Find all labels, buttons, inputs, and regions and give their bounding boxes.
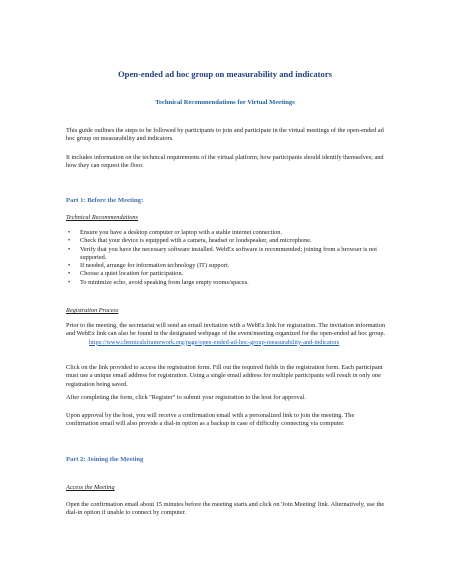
technical-recommendations-list (66, 229, 388, 287)
intro-paragraph-1: This guide outlines the steps to be followed by participants to join and participate in the virtual meetings of the open-ended ad hoc group on measurability and indicators. (66, 127, 384, 143)
list-item-text: Choose a quiet location for participation. (80, 270, 184, 278)
list-item-text: Check that your device is equipped with a camera, headset or loudspeaker, and microphone. (80, 237, 312, 245)
bullet-icon: • (68, 270, 71, 278)
list-item (66, 262, 388, 270)
part1-heading: Part 1: Before the Meeting: (66, 197, 144, 204)
list-item (66, 229, 388, 237)
intro-paragraph-2: It includes information on the technical requirements of the virtual platform; how participants should identify themselves; and how they can request the floor. (66, 154, 384, 170)
list-item (66, 279, 388, 287)
list-item (66, 246, 388, 263)
list-item-text: Ensure you have a desktop computer or laptop with a stable internet connection. (80, 229, 282, 236)
document-title: Open-ended ad hoc group on measurability and indicators (117, 69, 332, 79)
registration-paragraph-1-text: Prior to the meeting, the secretariat will send an email invitation with a WebEx link for registration. The invitation information and WebEx link can also be found in the designated webpage of the event/meeting organized for the open-ended ad hoc group. (66, 322, 386, 338)
bullet-icon: • (68, 237, 71, 245)
registration-paragraph-4: Upon approval by the host, you will receive a confirmation email with a personalized link to join the meeting. The confirmation email will also provide a dial-in option as a backup in case of difficulty connecting via computer. (66, 412, 355, 428)
bullet-icon: • (68, 278, 71, 286)
bullet-icon: • (68, 245, 71, 253)
list-item (66, 270, 388, 278)
document-subtitle: Technical Recommendations for Virtual Meetings (155, 99, 295, 106)
access-paragraph: Open the confirmation email about 15 minutes before the meeting starts and click on 'Join Meeting' link. Alternatively, use the dial-in option if unable to connect by computer. (66, 501, 385, 517)
list-item-text: Verify that you have the necessary software installed. WebEx software is recommended; joining from a browser is not supported. (80, 245, 377, 261)
access-meeting-heading: Access the Meeting (66, 484, 115, 491)
bullet-icon: • (68, 262, 71, 270)
list-item-text: If needed, arrange for information technology (IT) support. (80, 262, 230, 270)
registration-paragraph-2: Click on the link provided to access the registration form. Fill out the required fields in the registration form. Each participant must use a unique email address for registration. Using a single email address for multiple participants will result in only one registration being saved. (66, 364, 383, 388)
registration-link[interactable]: https://www.chemicalsframework.org/page/open-ended-ad-hoc-group-measurability-and-indicators (89, 338, 340, 346)
list-item (66, 237, 388, 245)
list-item-text: To minimize echo, avoid speaking from large empty rooms/spaces. (80, 278, 249, 286)
registration-paragraph-3: After completing the form, click "Register" to submit your registration to the host for approval. (66, 394, 306, 401)
technical-recommendations-heading: Technical Recommendations (66, 214, 138, 221)
bullet-icon: • (68, 229, 71, 236)
registration-process-heading: Registration Process (66, 307, 119, 314)
part2-heading: Part 2: Joining the Meeting (66, 456, 144, 463)
registration-paragraph-1 (66, 322, 388, 347)
